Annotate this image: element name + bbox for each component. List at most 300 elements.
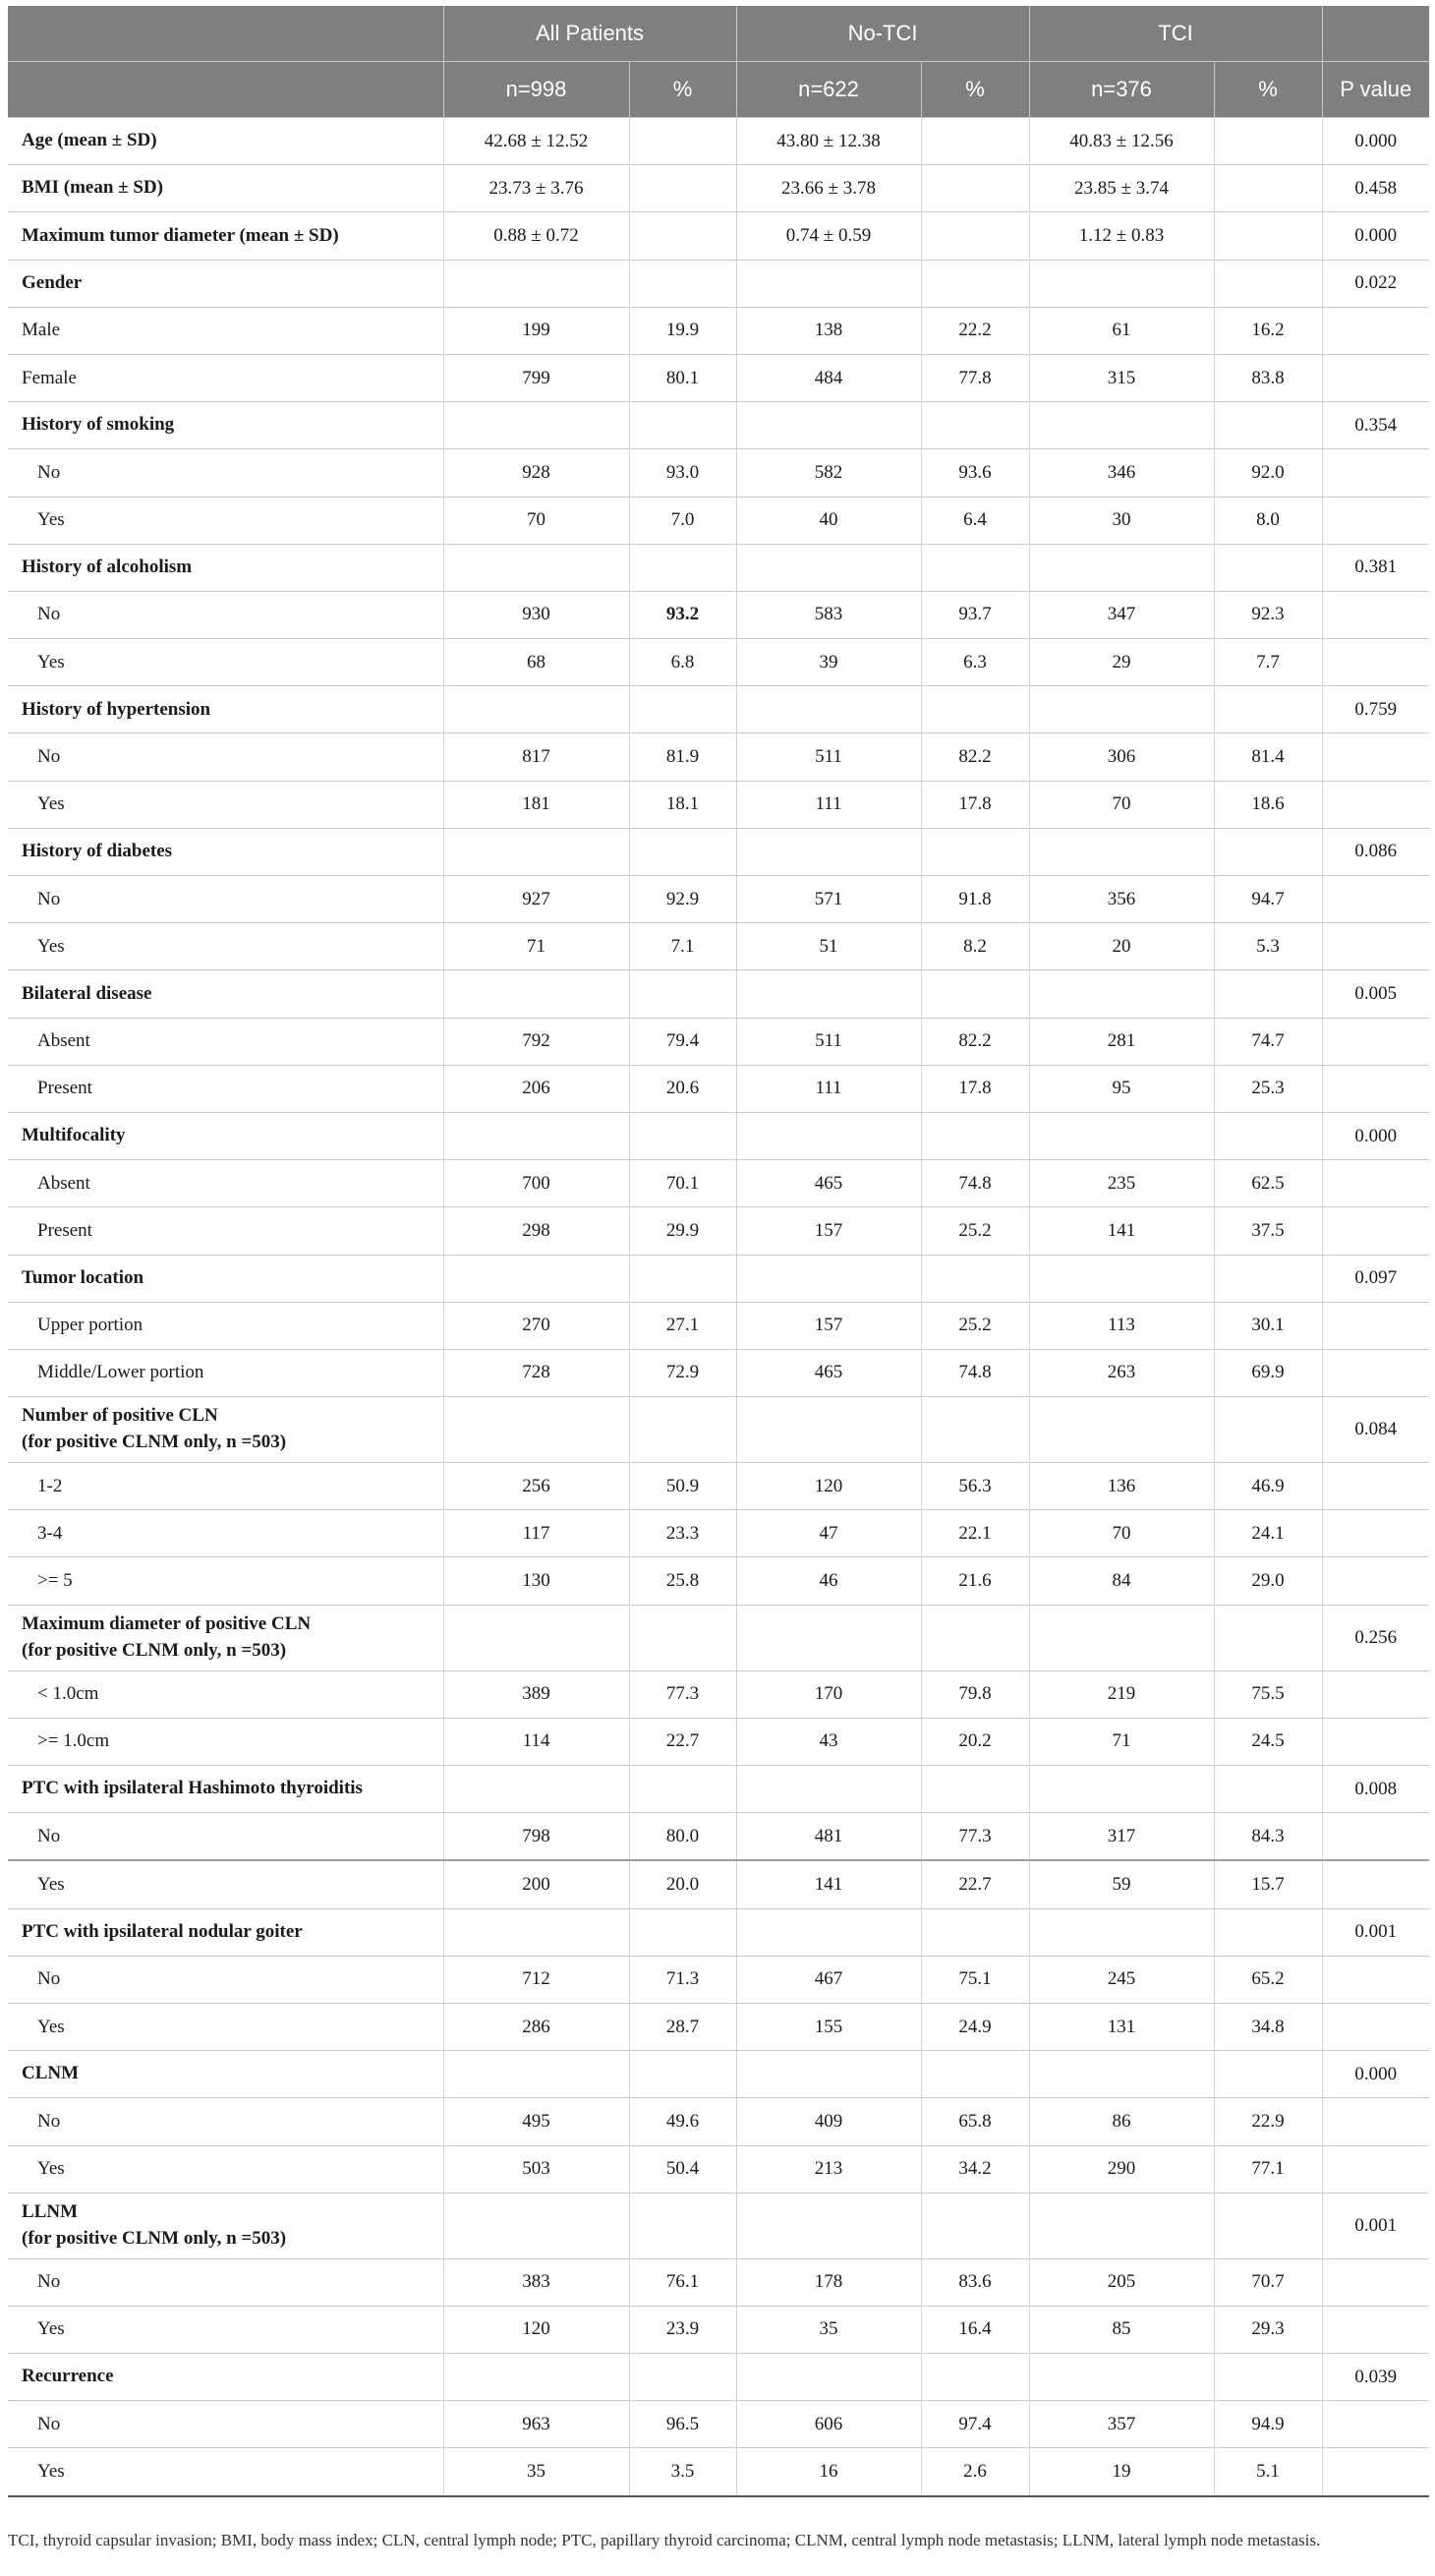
table-row [8, 1397, 1429, 1463]
cell-tci-n: 306 [1029, 733, 1214, 781]
cell-notci-pct [921, 1255, 1029, 1302]
cell-notci-pct: 82.2 [921, 1018, 1029, 1065]
cell-all-n [443, 1908, 629, 1956]
patient-characteristics-table [8, 6, 1429, 2497]
cell-all-n [443, 828, 629, 875]
row-label: Upper portion [8, 1302, 443, 1349]
cell-tci-pct [1214, 165, 1322, 212]
cell-notci-pct [921, 2354, 1029, 2401]
cell-all-n [443, 1605, 629, 1670]
table-row [8, 402, 1429, 449]
cell-tci-n: 245 [1029, 1956, 1214, 2003]
cell-all-pct [629, 2051, 736, 2098]
cell-pvalue [1322, 1813, 1429, 1861]
cell-pvalue: 0.039 [1322, 2354, 1429, 2401]
cell-notci-pct: 83.6 [921, 2258, 1029, 2306]
cell-all-n: 70 [443, 497, 629, 544]
cell-notci-n: 111 [736, 1065, 921, 1112]
cell-tci-n: 317 [1029, 1813, 1214, 1861]
table-row [8, 2193, 1429, 2258]
category-label-line: History of smoking [22, 414, 175, 436]
cell-tci-pct: 84.3 [1214, 1813, 1322, 1861]
cell-tci-pct: 34.8 [1214, 2003, 1322, 2050]
table-row [8, 733, 1429, 781]
cell-tci-n: 315 [1029, 354, 1214, 401]
table-row [8, 260, 1429, 307]
cell-notci-n: 141 [736, 1860, 921, 1908]
row-category-label [8, 1605, 443, 1670]
row-label: < 1.0cm [8, 1670, 443, 1718]
cell-tci-n [1029, 1397, 1214, 1463]
header-sub-row [8, 62, 1429, 118]
row-label: Yes [8, 497, 443, 544]
cell-notci-pct: 91.8 [921, 876, 1029, 923]
table-row [8, 497, 1429, 544]
cell-notci-n [736, 2354, 921, 2401]
cell-notci-n: 138 [736, 307, 921, 354]
row-label: No [8, 591, 443, 638]
cell-pvalue: 0.759 [1322, 686, 1429, 733]
cell-pvalue: 0.008 [1322, 1766, 1429, 1813]
cell-notci-n: 409 [736, 2098, 921, 2145]
cell-notci-pct: 17.8 [921, 1065, 1029, 1112]
cell-all-pct: 25.8 [629, 1557, 736, 1605]
table-footnote: TCI, thyroid capsular invasion; BMI, body mass index; CLN, central lymph node; PTC, papillary thyroid carcinoma; CLNM, central lymph node metastasis; LLNM, lateral lymph node metastasis. [8, 2531, 1321, 2549]
table-row [8, 1207, 1429, 1255]
header-group-no-tci: No-TCI [736, 6, 1029, 62]
cell-tci-n: 20 [1029, 923, 1214, 970]
cell-tci-n [1029, 828, 1214, 875]
cell-all-n [443, 1397, 629, 1463]
row-label: Yes [8, 1860, 443, 1908]
header-sub-notci-n: n=622 [736, 62, 921, 118]
cell-notci-pct: 77.8 [921, 354, 1029, 401]
cell-pvalue [1322, 497, 1429, 544]
cell-all-n: 181 [443, 781, 629, 828]
cell-pvalue: 0.256 [1322, 1605, 1429, 1670]
cell-tci-n [1029, 1908, 1214, 1956]
cell-notci-n: 178 [736, 2258, 921, 2306]
cell-all-n: 256 [443, 1463, 629, 1510]
cell-pvalue [1322, 2258, 1429, 2306]
table-row [8, 1718, 1429, 1765]
cell-all-pct: 79.4 [629, 1018, 736, 1065]
cell-all-pct [629, 1766, 736, 1813]
cell-pvalue [1322, 1670, 1429, 1718]
cell-notci-pct: 2.6 [921, 2448, 1029, 2496]
row-label: No [8, 1813, 443, 1861]
table-header [8, 6, 1429, 118]
row-label: No [8, 2098, 443, 2145]
cell-notci-pct: 34.2 [921, 2145, 1029, 2193]
cell-pvalue: 0.458 [1322, 165, 1429, 212]
table-row [8, 2448, 1429, 2496]
cell-tci-n: 84 [1029, 1557, 1214, 1605]
table-row [8, 1670, 1429, 1718]
table-row [8, 1302, 1429, 1349]
header-sub-tci-pct: % [1214, 62, 1322, 118]
row-category-label [8, 686, 443, 733]
table-row [8, 686, 1429, 733]
category-label-line: Maximum diameter of positive CLN [22, 1613, 312, 1635]
cell-tci-n: 29 [1029, 639, 1214, 686]
cell-tci-pct: 69.9 [1214, 1349, 1322, 1396]
category-label-line: LLNM [22, 2201, 78, 2223]
cell-tci-pct [1214, 402, 1322, 449]
table-row [8, 118, 1429, 165]
row-label: >= 5 [8, 1557, 443, 1605]
cell-pvalue: 0.097 [1322, 1255, 1429, 1302]
cell-pvalue [1322, 1065, 1429, 1112]
cell-notci-n [736, 402, 921, 449]
row-category-label [8, 828, 443, 875]
cell-tci-n: 71 [1029, 1718, 1214, 1765]
cell-tci-pct [1214, 1908, 1322, 1956]
cell-pvalue [1322, 1207, 1429, 1255]
cell-notci-n: 35 [736, 2306, 921, 2353]
cell-tci-pct [1214, 1605, 1322, 1670]
cell-all-pct: 23.3 [629, 1510, 736, 1557]
cell-all-pct [629, 260, 736, 307]
cell-tci-n [1029, 1605, 1214, 1670]
cell-notci-pct: 22.1 [921, 1510, 1029, 1557]
row-category-label [8, 1255, 443, 1302]
category-label-line: PTC with ipsilateral nodular goiter [22, 1920, 303, 1942]
cell-notci-pct: 22.2 [921, 307, 1029, 354]
row-label: Male [8, 307, 443, 354]
cell-notci-n: 582 [736, 449, 921, 497]
cell-notci-n: 511 [736, 1018, 921, 1065]
cell-tci-n: 59 [1029, 1860, 1214, 1908]
cell-tci-pct: 22.9 [1214, 2098, 1322, 2145]
cell-pvalue [1322, 1956, 1429, 2003]
cell-pvalue: 0.084 [1322, 1397, 1429, 1463]
cell-all-pct: 29.9 [629, 1207, 736, 1255]
row-category-label [8, 260, 443, 307]
cell-all-n [443, 260, 629, 307]
cell-notci-pct: 25.2 [921, 1302, 1029, 1349]
table-row [8, 1112, 1429, 1159]
cell-all-pct [629, 118, 736, 165]
cell-pvalue [1322, 733, 1429, 781]
cell-all-pct: 71.3 [629, 1956, 736, 2003]
cell-all-pct [629, 1605, 736, 1670]
table-row [8, 591, 1429, 638]
cell-all-n: 928 [443, 449, 629, 497]
table-row [8, 1065, 1429, 1112]
cell-notci-n: 155 [736, 2003, 921, 2050]
header-sub-tci-n: n=376 [1029, 62, 1214, 118]
header-group-empty [8, 6, 443, 62]
category-label-line: History of hypertension [22, 698, 211, 720]
cell-all-pct: 18.1 [629, 781, 736, 828]
category-label-line: BMI (mean ± SD) [22, 177, 163, 199]
table-row [8, 1160, 1429, 1207]
cell-notci-pct: 75.1 [921, 1956, 1029, 2003]
cell-notci-pct [921, 828, 1029, 875]
row-category-label [8, 118, 443, 165]
cell-notci-n: 16 [736, 2448, 921, 2496]
row-category-label [8, 2193, 443, 2258]
category-label-qualifier: (for positive CLNM only, n =503) [22, 1432, 287, 1453]
row-label: Yes [8, 2448, 443, 2496]
cell-pvalue [1322, 2401, 1429, 2448]
cell-all-n [443, 544, 629, 591]
cell-notci-pct [921, 544, 1029, 591]
cell-pvalue: 0.086 [1322, 828, 1429, 875]
cell-all-n: 298 [443, 1207, 629, 1255]
cell-notci-pct [921, 1766, 1029, 1813]
cell-all-pct [629, 1112, 736, 1159]
cell-pvalue [1322, 639, 1429, 686]
row-category-label [8, 1112, 443, 1159]
row-label: Yes [8, 781, 443, 828]
row-category-label [8, 544, 443, 591]
row-label: No [8, 733, 443, 781]
table-row [8, 2306, 1429, 2353]
cell-all-n: 23.73 ± 3.76 [443, 165, 629, 212]
cell-pvalue [1322, 354, 1429, 401]
cell-tci-n: 205 [1029, 2258, 1214, 2306]
cell-pvalue [1322, 1860, 1429, 1908]
table-row [8, 1349, 1429, 1396]
row-label: Present [8, 1207, 443, 1255]
cell-tci-pct: 24.1 [1214, 1510, 1322, 1557]
cell-all-pct [629, 2354, 736, 2401]
cell-notci-n [736, 2193, 921, 2258]
cell-all-pct: 7.1 [629, 923, 736, 970]
cell-all-n: 712 [443, 1956, 629, 2003]
cell-tci-pct: 5.1 [1214, 2448, 1322, 2496]
cell-pvalue: 0.354 [1322, 402, 1429, 449]
cell-tci-n [1029, 2051, 1214, 2098]
table-row [8, 1018, 1429, 1065]
cell-tci-n: 346 [1029, 449, 1214, 497]
cell-pvalue [1322, 449, 1429, 497]
cell-pvalue: 0.381 [1322, 544, 1429, 591]
cell-all-n: 503 [443, 2145, 629, 2193]
row-label: Absent [8, 1018, 443, 1065]
cell-notci-pct: 17.8 [921, 781, 1029, 828]
table-row [8, 1908, 1429, 1956]
cell-all-n [443, 1112, 629, 1159]
row-label: >= 1.0cm [8, 1718, 443, 1765]
cell-tci-pct [1214, 686, 1322, 733]
cell-notci-pct [921, 260, 1029, 307]
cell-all-pct: 96.5 [629, 2401, 736, 2448]
cell-tci-pct: 24.5 [1214, 1718, 1322, 1765]
cell-tci-pct: 46.9 [1214, 1463, 1322, 1510]
cell-all-n: 206 [443, 1065, 629, 1112]
row-label: Present [8, 1065, 443, 1112]
cell-notci-pct [921, 1112, 1029, 1159]
cell-tci-n: 113 [1029, 1302, 1214, 1349]
cell-pvalue [1322, 1018, 1429, 1065]
cell-notci-pct: 93.7 [921, 591, 1029, 638]
cell-tci-n: 347 [1029, 591, 1214, 638]
row-label: No [8, 2401, 443, 2448]
cell-tci-pct [1214, 118, 1322, 165]
cell-tci-pct: 37.5 [1214, 1207, 1322, 1255]
cell-tci-pct [1214, 544, 1322, 591]
cell-pvalue [1322, 1349, 1429, 1396]
table-row [8, 2354, 1429, 2401]
cell-pvalue [1322, 923, 1429, 970]
category-label-line: Bilateral disease [22, 982, 152, 1004]
cell-tci-n [1029, 1255, 1214, 1302]
cell-notci-pct: 93.6 [921, 449, 1029, 497]
cell-notci-pct [921, 118, 1029, 165]
table-row [8, 781, 1429, 828]
cell-all-n: 130 [443, 1557, 629, 1605]
cell-all-pct [629, 970, 736, 1018]
row-label: No [8, 2258, 443, 2306]
table-row [8, 1605, 1429, 1670]
cell-tci-pct: 77.1 [1214, 2145, 1322, 2193]
cell-all-n: 270 [443, 1302, 629, 1349]
cell-notci-n: 606 [736, 2401, 921, 2448]
cell-tci-pct: 92.0 [1214, 449, 1322, 497]
cell-notci-n: 484 [736, 354, 921, 401]
table-body [8, 118, 1429, 2496]
cell-tci-n [1029, 544, 1214, 591]
cell-tci-n: 86 [1029, 2098, 1214, 2145]
category-label-line: Multifocality [22, 1125, 126, 1146]
cell-all-pct: 50.4 [629, 2145, 736, 2193]
cell-all-n: 798 [443, 1813, 629, 1861]
header-sub-pvalue: P value [1322, 62, 1429, 118]
cell-all-n [443, 2051, 629, 2098]
cell-pvalue [1322, 876, 1429, 923]
cell-pvalue: 0.001 [1322, 1908, 1429, 1956]
cell-all-pct [629, 402, 736, 449]
cell-all-n: 71 [443, 923, 629, 970]
cell-tci-n [1029, 2193, 1214, 2258]
cell-tci-pct: 81.4 [1214, 733, 1322, 781]
cell-tci-n: 290 [1029, 2145, 1214, 2193]
cell-pvalue [1322, 2003, 1429, 2050]
cell-notci-pct [921, 212, 1029, 260]
cell-notci-pct [921, 2193, 1029, 2258]
cell-tci-pct: 25.3 [1214, 1065, 1322, 1112]
table-row [8, 1766, 1429, 1813]
cell-all-n: 389 [443, 1670, 629, 1718]
cell-tci-n [1029, 402, 1214, 449]
cell-notci-n: 157 [736, 1207, 921, 1255]
cell-notci-n: 583 [736, 591, 921, 638]
cell-notci-n: 481 [736, 1813, 921, 1861]
cell-all-n [443, 970, 629, 1018]
cell-all-n: 383 [443, 2258, 629, 2306]
table-row [8, 970, 1429, 1018]
cell-all-pct: 93.0 [629, 449, 736, 497]
cell-notci-pct [921, 970, 1029, 1018]
cell-all-pct [629, 828, 736, 875]
cell-all-pct: 3.5 [629, 2448, 736, 2496]
table-row [8, 2145, 1429, 2193]
cell-notci-pct: 82.2 [921, 733, 1029, 781]
cell-all-n: 68 [443, 639, 629, 686]
cell-all-n: 963 [443, 2401, 629, 2448]
cell-all-n [443, 402, 629, 449]
cell-all-pct: 70.1 [629, 1160, 736, 1207]
table-row [8, 1255, 1429, 1302]
cell-notci-n: 511 [736, 733, 921, 781]
cell-notci-n: 43.80 ± 12.38 [736, 118, 921, 165]
cell-tci-pct: 74.7 [1214, 1018, 1322, 1065]
cell-tci-n: 61 [1029, 307, 1214, 354]
cell-notci-pct [921, 402, 1029, 449]
cell-all-pct [629, 544, 736, 591]
cell-tci-n [1029, 260, 1214, 307]
cell-tci-pct [1214, 970, 1322, 1018]
row-category-label [8, 970, 443, 1018]
cell-pvalue: 0.000 [1322, 2051, 1429, 2098]
category-label-line: Number of positive CLN [22, 1405, 218, 1427]
cell-notci-pct: 65.8 [921, 2098, 1029, 2145]
cell-tci-n [1029, 686, 1214, 733]
table-row [8, 1956, 1429, 2003]
cell-all-pct [629, 2193, 736, 2258]
category-label-line: Recurrence [22, 2366, 114, 2387]
row-label: Middle/Lower portion [8, 1349, 443, 1396]
table-row [8, 354, 1429, 401]
cell-tci-n [1029, 1766, 1214, 1813]
cell-notci-n [736, 828, 921, 875]
cell-tci-pct [1214, 1397, 1322, 1463]
cell-all-pct: 77.3 [629, 1670, 736, 1718]
row-category-label [8, 2051, 443, 2098]
table-row [8, 449, 1429, 497]
row-label: Female [8, 354, 443, 401]
cell-notci-pct: 21.6 [921, 1557, 1029, 1605]
cell-notci-n [736, 2051, 921, 2098]
row-label: Yes [8, 923, 443, 970]
cell-all-pct: 80.0 [629, 1813, 736, 1861]
cell-tci-pct [1214, 2051, 1322, 2098]
category-label-qualifier: (for positive CLNM only, n =503) [22, 2227, 287, 2249]
category-label-line: Maximum tumor diameter (mean ± SD) [22, 224, 339, 246]
table-row [8, 2051, 1429, 2098]
cell-notci-n: 39 [736, 639, 921, 686]
cell-notci-pct [921, 1908, 1029, 1956]
cell-all-n: 930 [443, 591, 629, 638]
cell-all-pct: 20.0 [629, 1860, 736, 1908]
header-group-all-patients: All Patients [443, 6, 736, 62]
cell-tci-n: 356 [1029, 876, 1214, 923]
cell-tci-pct: 16.2 [1214, 307, 1322, 354]
category-label-line: History of alcoholism [22, 556, 193, 577]
cell-pvalue [1322, 307, 1429, 354]
row-label: 3-4 [8, 1510, 443, 1557]
cell-notci-n [736, 686, 921, 733]
table-row [8, 2098, 1429, 2145]
cell-pvalue [1322, 2448, 1429, 2496]
table-row [8, 1860, 1429, 1908]
cell-tci-pct: 94.9 [1214, 2401, 1322, 2448]
cell-notci-n [736, 260, 921, 307]
cell-all-pct: 22.7 [629, 1718, 736, 1765]
header-sub-all-pct: % [629, 62, 736, 118]
row-category-label [8, 1397, 443, 1463]
cell-all-n: 117 [443, 1510, 629, 1557]
row-category-label [8, 1908, 443, 1956]
cell-all-n: 286 [443, 2003, 629, 2050]
cell-tci-pct: 62.5 [1214, 1160, 1322, 1207]
cell-tci-n: 235 [1029, 1160, 1214, 1207]
cell-tci-pct: 7.7 [1214, 639, 1322, 686]
cell-pvalue [1322, 1510, 1429, 1557]
